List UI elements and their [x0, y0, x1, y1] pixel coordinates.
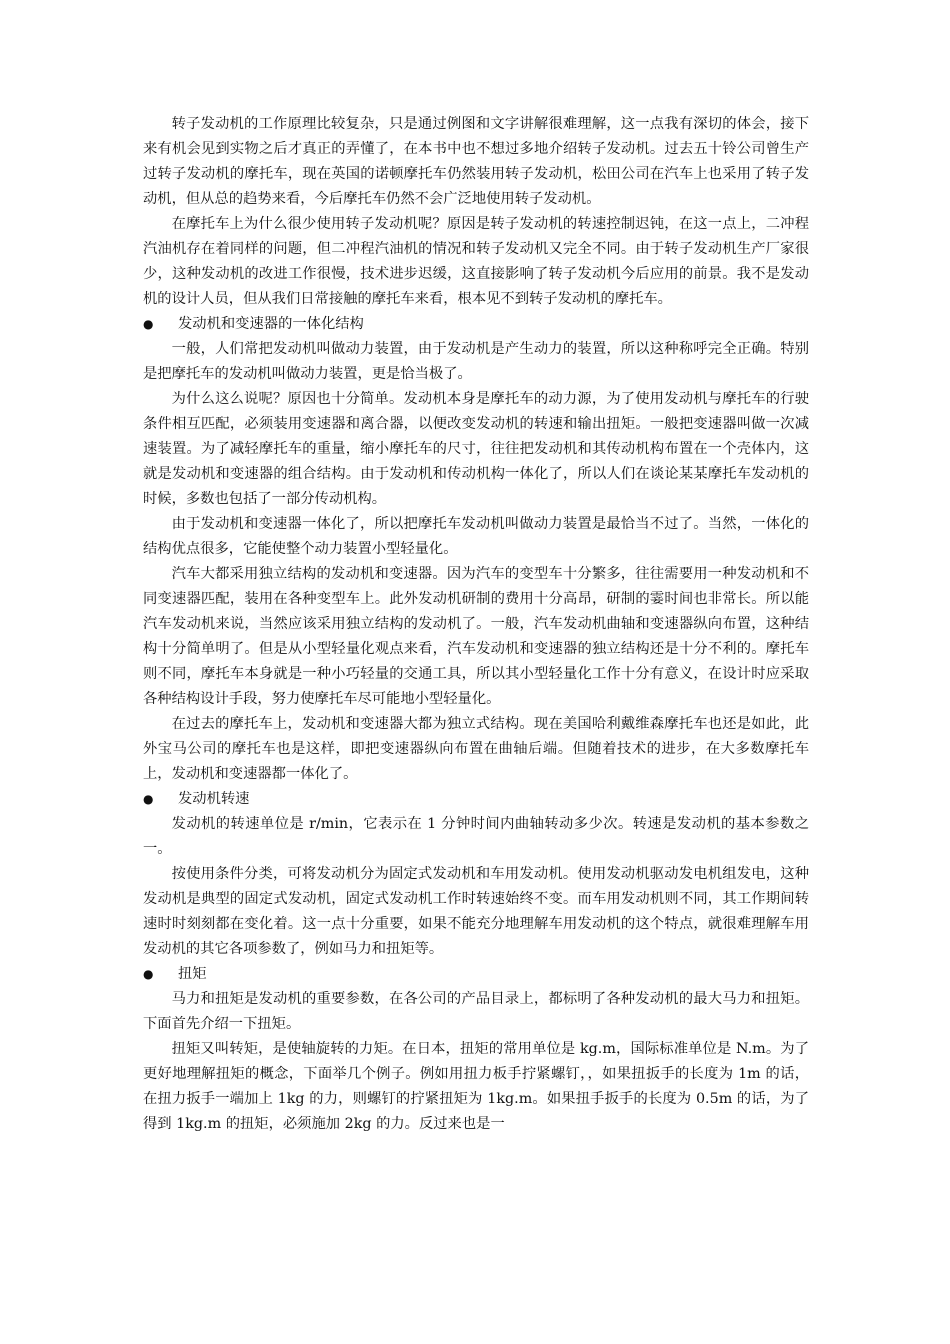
paragraph: 一般，人们常把发动机叫做动力装置，由于发动机是产生动力的装置，所以这种称呼完全正确。特别是把摩托车的发动机叫做动力装置，更是恰当极了。: [143, 341, 809, 382]
bullet-dot-icon: ●: [143, 317, 154, 331]
paragraph: 扭矩又叫转矩，是使轴旋转的力矩。在日本，扭矩的常用单位是 kg.m，国际标准单位是 N.m。为了更好地理解扭矩的概念，下面举几个例子。例如用扭力板手拧紧螺钉，，如果扭扳手的长度为 1m 的话，在扭力扳手一端加上 1kg 的力，则螺钉的拧紧扭矩为 1kg.m。如果扭手扳手的长度为 0.5m 的话，为了得到 1kg.m 的扭矩，必须施加 2kg 的力。反过来也是一: [143, 1041, 809, 1132]
bullet-dot-icon: ●: [143, 967, 154, 981]
paragraph: 发动机的转速单位是 r/min，它表示在 1 分钟时间内曲轴转动多少次。转速是发动机的基本参数之一。: [143, 816, 809, 857]
paragraph: 汽车大都采用独立结构的发动机和变速器。因为汽车的变型车十分繁多，往往需要用一种发动机和不同变速器匹配，装用在各种变型车上。此外发动机研制的费用十分高昂，研制的霎时间也非常长。所以能汽车发动机来说，当然应该采用独立结构的发动机了。一般，汽车发动机曲轴和变速器纵向布置，这种结构十分简单明了。但是从小型轻量化观点来看，汽车发动机和变速器的独立结构还是十分不利的。摩托车则不同，摩托车本身就是一种小巧轻量的交通工具，所以其小型轻量化工作十分有意义，在设计时应采取各种结构设计手段，努力使摩托车尽可能地小型轻量化。: [143, 566, 809, 707]
paragraph: 按使用条件分类，可将发动机分为固定式发动机和车用发动机。使用发动机驱动发电机组发电，这种发动机是典型的固定式发动机，固定式发动机工作时转速始终不变。而车用发动机则不同，其工作期间转速时时刻刻都在变化着。这一点十分重要，如果不能充分地理解车用发动机的这个特点，就很难理解车用发动机的其它各项参数了，例如马力和扭矩等。: [143, 866, 809, 957]
paragraph: 由于发动机和变速器一体化了，所以把摩托车发动机叫做动力装置是最恰当不过了。当然，一体化的结构优点很多，它能使整个动力装置小型轻量化。: [143, 516, 809, 557]
bullet-heading-text: 发动机转速: [178, 791, 250, 807]
bullet-heading: [143, 962, 809, 987]
paragraph: 转子发动机的工作原理比较复杂，只是通过例图和文字讲解很难理解，这一点我有深切的体会，接下来有机会见到实物之后才真正的弄懂了，在本书中也不想过多地介绍转子发动机。过去五十铃公司曾生产过转子发动机的摩托车，现在英国的诺顿摩托车仍然装用转子发动机，松田公司在汽车上也采用了转子发动机，但从总的趋势来看，今后摩托车仍然不会广泛地使用转子发动机。: [143, 116, 809, 207]
bullet-heading-text: 扭矩: [178, 966, 207, 982]
bullet-heading: [143, 787, 809, 812]
bullet-dot-icon: ●: [143, 792, 154, 806]
paragraph: 马力和扭矩是发动机的重要参数，在各公司的产品目录上，都标明了各种发动机的最大马力和扭矩。下面首先介绍一下扭矩。: [143, 991, 809, 1032]
bullet-heading-text: 发动机和变速器的一体化结构: [178, 316, 364, 332]
bullet-heading: [143, 312, 809, 337]
paragraph: 在摩托车上为什么很少使用转子发动机呢？原因是转子发动机的转速控制迟钝，在这一点上，二冲程汽油机存在着同样的问题，但二冲程汽油机的情况和转子发动机又完全不同。由于转子发动机生产厂家很少，这种发动机的改进工作很慢，技术进步迟缓，这直接影响了转子发动机今后应用的前景。我不是发动机的设计人员，但从我们日常接触的摩托车来看，根本见不到转子发动机的摩托车。: [143, 216, 809, 307]
paragraph: 为什么这么说呢？原因也十分简单。发动机本身是摩托车的动力源，为了使用发动机与摩托车的行驶条件相互匹配，必须装用变速器和离合器，以便改变发动机的转速和输出扭矩。一般把变速器叫做一次减速装置。为了减轻摩托车的重量，缩小摩托车的尺寸，往往把发动机和其传动机构布置在一个壳体内，这就是发动机和变速器的组合结构。由于发动机和传动机构一体化了，所以人们在谈论某某摩托车发动机的时候，多数也包括了一部分传动机构。: [143, 391, 809, 507]
document-page: [143, 112, 809, 1137]
paragraph: 在过去的摩托车上，发动机和变速器大都为独立式结构。现在美国哈利戴维森摩托车也还是如此，此外宝马公司的摩托车也是这样，即把变速器纵向布置在曲轴后端。但随着技术的进步，在大多数摩托车上，发动机和变速器都一体化了。: [143, 716, 809, 782]
